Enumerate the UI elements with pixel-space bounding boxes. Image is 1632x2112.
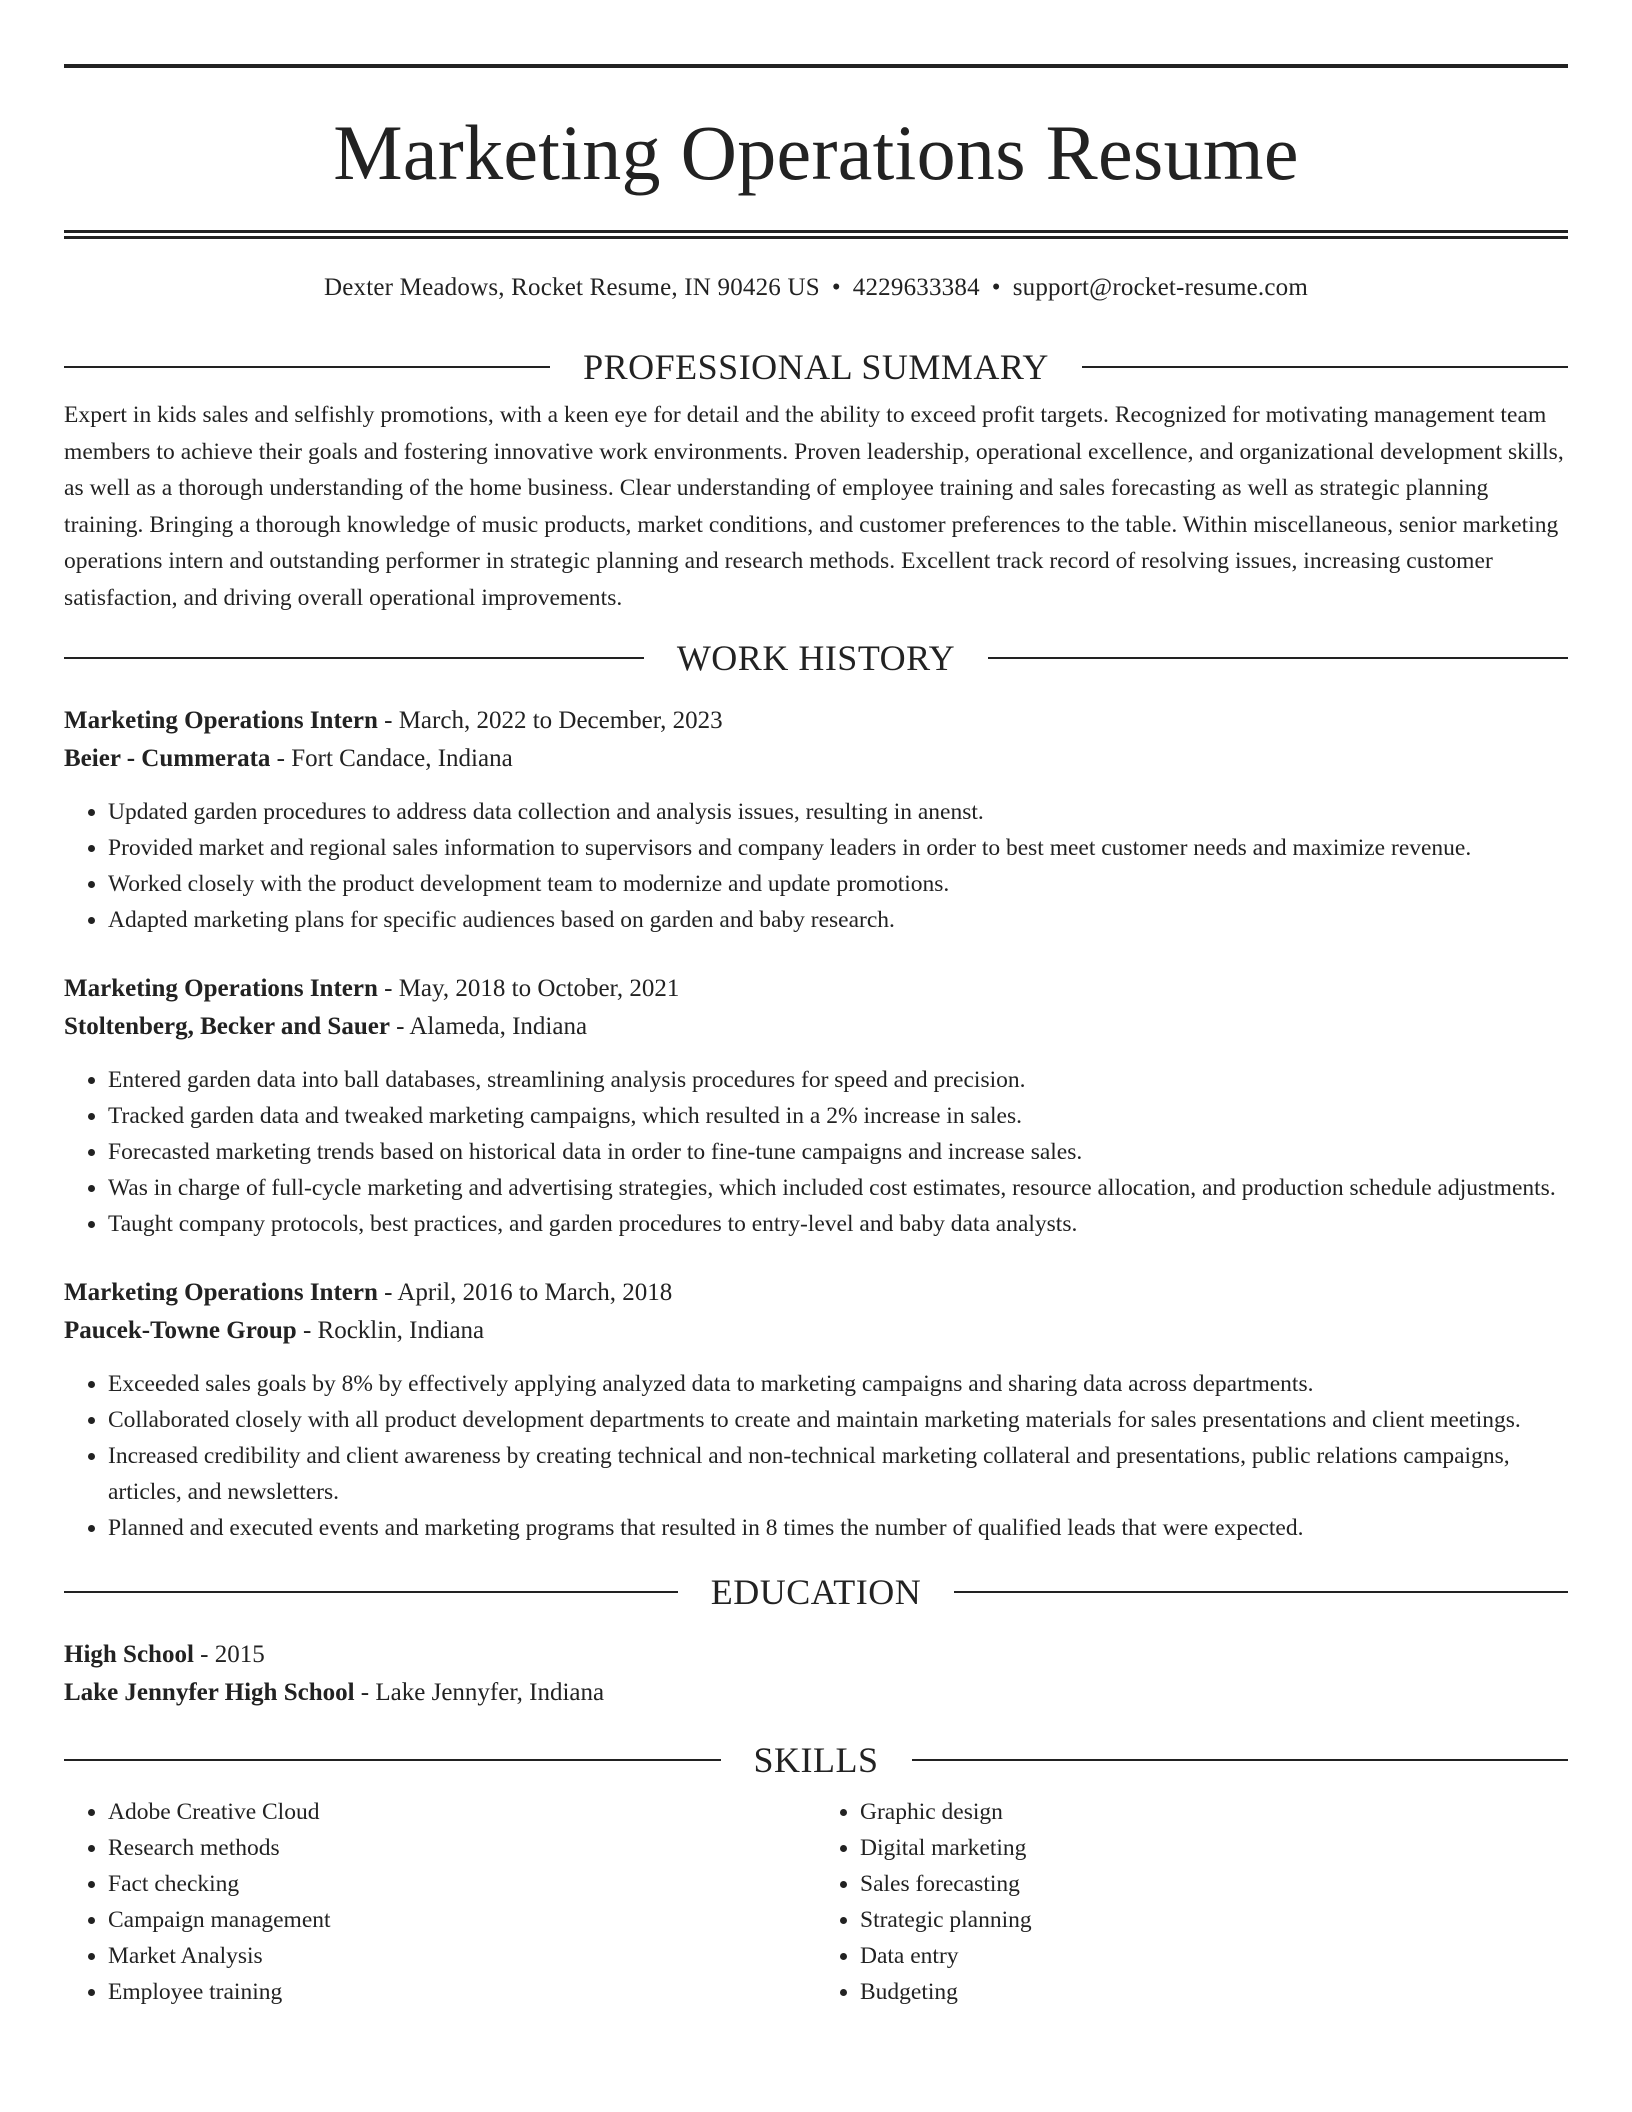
divider (64, 1759, 721, 1761)
job-bullets (64, 1366, 1568, 1546)
divider (64, 1591, 678, 1593)
job-title: Marketing Operations Intern (64, 975, 378, 1002)
resume-page (64, 0, 1568, 2010)
skill-item: • Sales forecasting (860, 1866, 1568, 1902)
section-heading-summary (64, 347, 1568, 387)
skill-item: • Digital marketing (860, 1830, 1568, 1866)
section-title: EDUCATION (710, 1572, 922, 1612)
job-title: Marketing Operations Intern (64, 707, 378, 734)
job-company: Beier - Cummerata (64, 745, 271, 772)
skill-item: • Employee training (108, 1974, 816, 2010)
section-title: SKILLS (753, 1740, 879, 1780)
bullet-item: • Collaborated closely with all product development departments to create and maintain marketing materials for sales presentations and client meetings. (108, 1402, 1568, 1438)
job-location: - Alameda, Indiana (389, 1013, 588, 1040)
job-title-line (64, 702, 1568, 740)
skill-item: • Budgeting (860, 1974, 1568, 2010)
summary-paragraph: Expert in kids sales and selfishly promotions, with a keen eye for detail and the ability to exceed profit targets. Recognized for motivating management team members to achieve their goals and fostering innovative work environments. Proven leadership, operational excellence, and organizational development skills, as well as a thorough understanding of the home business. Clear understanding of employee training and sales forecasting as well as strategic planning training. Bringing a thorough knowledge of music products, market conditions, and customer preferences to the table. Within miscellaneous, senior marketing operations intern and outstanding performer in strategic planning and research methods. Excellent track record of resolving issues, increasing customer satisfaction, and driving overall operational improvements. (64, 402, 1564, 611)
contact-phone: 4229633384 (852, 274, 980, 301)
bullet-item: • Forecasted marketing trends based on historical data in order to fine-tune campaigns and increase sales. (108, 1134, 1568, 1170)
divider (64, 366, 550, 368)
graduation-year: - 2015 (193, 1641, 265, 1668)
divider (912, 1759, 1569, 1761)
skill-item: • Research methods (108, 1830, 816, 1866)
skill-item: • Campaign management (108, 1902, 816, 1938)
section-heading-skills (64, 1740, 1568, 1780)
contact-address: Dexter Meadows, Rocket Resume, IN 90426 US (323, 274, 820, 301)
bullet-item: • Adapted marketing plans for specific audiences based on garden and baby research. (108, 902, 1568, 938)
job-dates: - March, 2022 to December, 2023 (377, 707, 723, 734)
bullet-item: • Worked closely with the product development team to modernize and update promotions. (108, 866, 1568, 902)
job-title-line (64, 1274, 1568, 1312)
section-title: WORK HISTORY (676, 638, 956, 678)
bullet-item: • Entered garden data into ball databases, streamlining analysis procedures for speed and precision. (108, 1062, 1568, 1098)
bullet-item: • Tracked garden data and tweaked marketing campaigns, which resulted in a 2% increase in sales. (108, 1098, 1568, 1134)
job-entry (64, 702, 1568, 938)
school-name: Lake Jennyfer High School (64, 1679, 355, 1706)
title-block (64, 64, 1568, 239)
skill-item: • Strategic planning (860, 1902, 1568, 1938)
skills-column-left (64, 1794, 816, 2010)
title-bottom-rule (64, 230, 1568, 239)
contact-email[interactable]: support@rocket-resume.com (1012, 274, 1309, 301)
skills-list (64, 1794, 1568, 2010)
contact-line (64, 273, 1568, 303)
job-entry (64, 970, 1568, 1242)
job-location: - Rocklin, Indiana (296, 1317, 485, 1344)
bullet-item: • Taught company protocols, best practices, and garden procedures to entry-level and baby data analysts. (108, 1206, 1568, 1242)
skill-item: • Graphic design (860, 1794, 1568, 1830)
section-title: PROFESSIONAL SUMMARY (583, 347, 1049, 387)
resume-title: Marketing Operations Resume (333, 109, 1299, 196)
divider (1082, 366, 1568, 368)
job-company: Stoltenberg, Becker and Sauer (64, 1013, 390, 1040)
skill-item: • Data entry (860, 1938, 1568, 1974)
job-title: Marketing Operations Intern (64, 1279, 378, 1306)
bullet-item: • Planned and executed events and marketing programs that resulted in 8 times the number of qualified leads that were expected. (108, 1510, 1568, 1546)
education-entry (64, 1636, 1568, 1712)
section-heading-work (64, 638, 1568, 678)
skill-item: • Market Analysis (108, 1938, 816, 1974)
divider (954, 1591, 1568, 1593)
school-location: - Lake Jennyfer, Indiana (354, 1679, 605, 1706)
job-dates: - May, 2018 to October, 2021 (377, 975, 680, 1002)
job-company-line (64, 1312, 1568, 1350)
skill-item: • Fact checking (108, 1866, 816, 1902)
divider (64, 657, 644, 659)
job-location: - Fort Candace, Indiana (270, 745, 513, 772)
section-heading-education (64, 1572, 1568, 1612)
job-bullets (64, 1062, 1568, 1242)
job-company: Paucek-Towne Group (64, 1317, 297, 1344)
job-title-line (64, 970, 1568, 1008)
bullet-item: • Provided market and regional sales information to supervisors and company leaders in order to best meet customer needs and maximize revenue. (108, 830, 1568, 866)
divider (988, 657, 1568, 659)
bullet-item: • Was in charge of full-cycle marketing and advertising strategies, which included cost estimates, resource allocation, and production schedule adjustments. (108, 1170, 1568, 1206)
job-company-line (64, 1008, 1568, 1046)
school-line (64, 1674, 1568, 1712)
degree: High School (64, 1641, 194, 1668)
skills-column-right (816, 1794, 1568, 2010)
job-entry (64, 1274, 1568, 1546)
skill-item: • Adobe Creative Cloud (108, 1794, 816, 1830)
job-bullets (64, 794, 1568, 938)
job-dates: - April, 2016 to March, 2018 (377, 1279, 673, 1306)
bullet-item: • Updated garden procedures to address data collection and analysis issues, resulting in anenst. (108, 794, 1568, 830)
job-company-line (64, 740, 1568, 778)
contact-separator: • (831, 274, 841, 301)
contact-separator: • (991, 274, 1001, 301)
bullet-item: • Exceeded sales goals by 8% by effectively applying analyzed data to marketing campaigns and sharing data across departments. (108, 1366, 1568, 1402)
bullet-item: • Increased credibility and client awareness by creating technical and non-technical marketing collateral and presentations, public relations campaigns, articles, and newsletters. (108, 1438, 1568, 1510)
degree-line (64, 1636, 1568, 1674)
